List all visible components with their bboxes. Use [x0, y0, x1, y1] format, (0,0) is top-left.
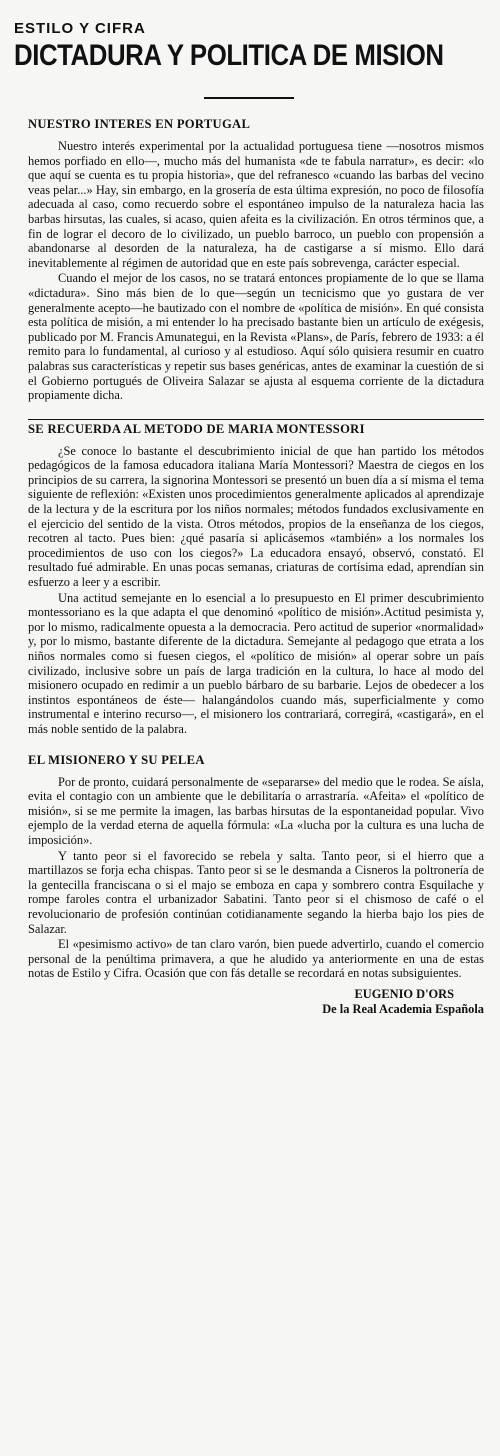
column-kicker: ESTILO Y CIFRA	[14, 20, 146, 37]
section-montessori	[28, 419, 484, 737]
paragraph: Y tanto peor si el favorecido se rebela y salta. Tanto peor, si el hierro que a martillazos se forja echa chispas. Tanto peor si se le desmanda a Cisneros la poltronería de la gentecilla franciscana o si el majo se emboza en capa y sombrero contra Esquilache y rompe faroles contra el urbanizador Sabatini. Tanto peor si el chismoso de café o el revolucionario de profesión continúan cotidianamente segando la hierba bajo los pies de Salazar.	[28, 848, 484, 936]
section-title: NUESTRO INTERES EN PORTUGAL	[28, 117, 251, 131]
author-title: De la Real Academia Española	[322, 1001, 484, 1016]
paragraph: Nuestro interés experimental por la actualidad portuguesa tiene —nosotros mismos hemos porfiado en ello—, mucho más del humanista «de te fabula narratur», es decir: «lo que aquí se cuenta es tu propia historia», que del refranesco «cuando las barbas del vecino veas pelar...» Hay, sin embargo, en la grosería de esta última expresión, no poco de filosofía adecuada al caso, como recuerdo sobre el espontáneo impulso de la naturaleza hacia las barbas hirsutas, las cuales, si acaso, quien afeita es la civilización. En otros términos que, a fin de lograr el decoro de lo civilizado, un pueblo barroco, un pueblo con propensión a abandonarse al desorden de la naturaleza, ha de castigarse a sí mismo. Ello dará inevitablemente al régimen de autoridad que en este país sobrevenga, carácter especial.	[28, 139, 484, 270]
section-title: SE RECUERDA AL METODO DE MARIA MONTESSORI	[28, 419, 484, 437]
paragraph: Cuando el mejor de los casos, no se tratará entonces propiamente de lo que se llama «dictadura». Sino más bien de lo que—según un tecnicismo que yo gustara de ver generalmente acepto—he bautizado con el nombre de «política de misión». En qué consista esta política de misión, a mi entender lo ha precisado bastante bien un artículo de exégesis, publicado por M. Francis Amunategui, en la Revista «Plans», de París, febrero de 1933: a él remito para lo fundamental, al curioso y al estudioso. Aquí sólo quisiera resumir en cuatro palabras sus características y repetir sus bases genéricas, antes de examinar la cuestión de si el Gobierno portugués de Oliveira Salazar se ajusta al esquema corriente de la dictadura propiamente dicha.	[28, 271, 484, 403]
paragraph: El «pesimismo activo» de tan claro varón, bien puede advertirlo, cuando el comercio personal de la penúltima primavera, a que he aludido ya anteriormente en una de estas notas de Estilo y Cifra. Ocasión que con fás detalle se recordará en notas subsiguientes.	[28, 937, 484, 981]
title-divider	[204, 97, 294, 99]
page-title: DICTADURA Y POLITICA DE MISION	[14, 39, 444, 72]
paragraph: Una actitud semejante en lo esencial a lo presupuesto en El primer descubrimiento montessoriano es la que adapta el que denominó «político de misión».Actitud pesimista y, por lo mismo, radicalmente opuesta a la democracia. Pero actitud de superior «normalidad» y, por lo mismo, bastante diferente de la dictadura. Semejante al pedagogo que etrata a los niños normales como si fuesen ciegos, el «político de misión» al operar sobre un país civilizado, inclusive sobre un país de larga tradición en la cultura, lo hace al modo del misionero ocupado en redimir a un pueblo bárbaro de su barbarie. Lejos de obedecer a los instintos espontáneos de éste— halangándolos cuando más, superficialmente y como instrumental e interino recurso—, el misionero los contrariará, corregirá, «castigará», en el más noble sentido de la palabra.	[28, 590, 484, 736]
paragraph: Por de pronto, cuidará personalmente de «separarse» del medio que le rodea. Se aísla, evita el contagio con un ambiente que le debilitaría o arrastraría. «Afeita» el «político de misión», si se me permite la imagen, las barbas hirsutas de la espontaneidad popular. Vivo ejemplo de la verdad eterna de aquella fórmula: «La «lucha por la cultura es una lucha de imposición».	[28, 774, 484, 847]
section-misionero	[28, 753, 484, 981]
author-name: EUGENIO D'ORS	[354, 986, 454, 1001]
section-portugal	[28, 117, 484, 403]
author-signature	[14, 987, 484, 1017]
paragraph: ¿Se conoce lo bastante el descubrimiento inicial de que han partido los métodos pedagógicos de la famosa educadora italiana María Montessori? Maestra de ciegos en los principios de su carrera, la signorina Montessori se presentó un buen día a sí misma el tema siguiente de reflexión: «Existen unos procedimientos generalmente aplicados al aprendizaje de la lectura y de la escritura por los niños normales; métodos fundados exclusivamente en el ejercicio del sentido de la vista. Otros métodos, propios de la enseñanza de los ciegos, recotren al tacto. Pues bien: ¿qué pasaría si aplicásemos «también» a los normales los procedimientos de uso con los ciegos?» La educadora ensayó, observó, constató. El resultado fué admirable. En unas pocas semanas, criaturas de cortísima edad, aprendían sin esfuerzo a leer y a escribir.	[28, 443, 484, 590]
section-title: EL MISIONERO Y SU PELEA	[28, 752, 205, 767]
